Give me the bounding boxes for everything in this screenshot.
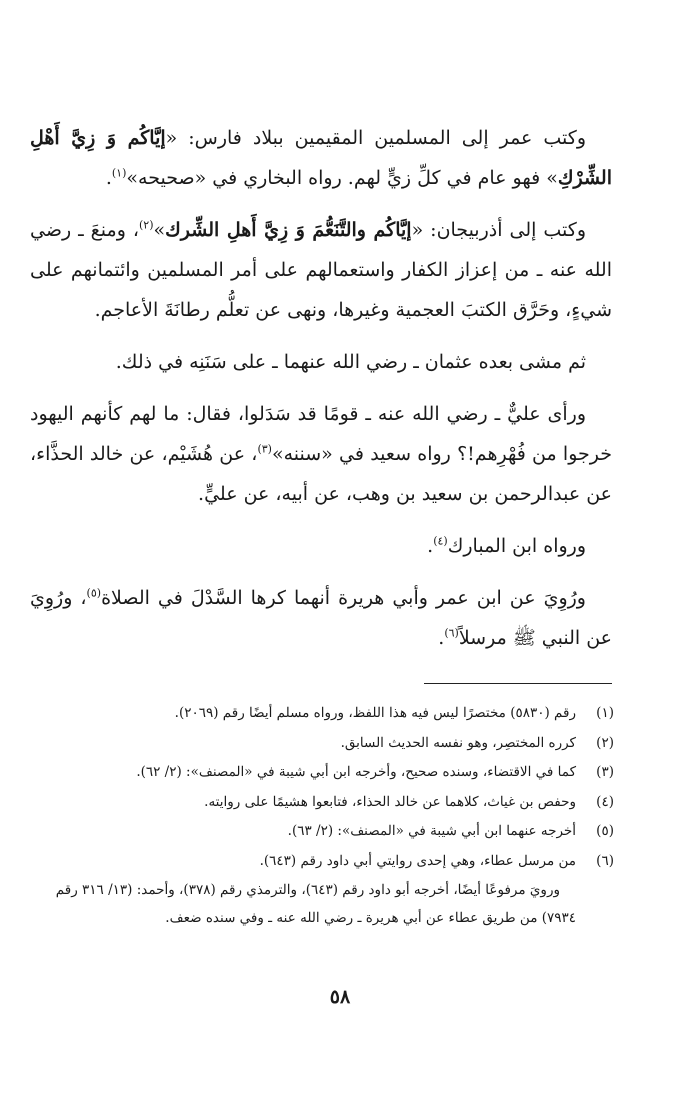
footnote-text: كما في الاقتضاء، وسنده صحيح، وأخرجه ابن أبي شيبة في «المصنف»: (٢/ ٦٢). <box>136 764 576 780</box>
text-run: . <box>105 167 112 189</box>
paragraph <box>30 210 612 330</box>
footnote <box>30 729 614 759</box>
text-run: وكتب عمر إلى المسلمين المقيمين ببلاد فارس: « <box>165 127 586 149</box>
text-run: . <box>427 535 434 557</box>
text-run: » فهو عام في كلِّ زيٍّ لهم. رواه البخاري في «صحيحه» <box>126 167 558 189</box>
footnote-number: (٣) <box>596 764 614 780</box>
paragraph <box>30 394 612 514</box>
footnote-number: (١) <box>596 705 614 721</box>
footnote-number: (٢) <box>596 734 614 751</box>
quoted-text: إيَّاكُم والتَّنَعُّمَ وَ زِيَّ أَهلِ الشِّرك <box>165 219 412 241</box>
text-run: ، ومنعَ ـ رضي الله عنه ـ من إعزاز الكفار واستعمالهم على أمر المسلمين وائتمانهم على شيءٍ، وحَرَّق الكتبَ العجمية وغيرها، ونهى عن تعلُّم رطانَةَ الأعاجم. <box>30 219 612 321</box>
footnote-ref: (٢) <box>139 218 154 232</box>
footnote-number: (٤) <box>596 793 614 810</box>
footnote-ref: (٦) <box>444 626 459 640</box>
main-text <box>30 118 612 670</box>
text-run: » <box>153 219 166 241</box>
footnote-text: كرره المختصِر، وهو نفسه الحديث السابق. <box>340 734 576 751</box>
footnote-ref: (٤) <box>433 534 448 548</box>
quoted-text: إيَّاكُم وَ زِيَّ أَهْلِ الشِّرْكِ <box>30 127 612 189</box>
text-run: . <box>438 627 445 649</box>
footnote <box>30 817 614 847</box>
footnote-ref: (٥) <box>86 586 102 600</box>
footnote-number: (٦) <box>596 852 614 869</box>
footnote-separator <box>424 683 612 684</box>
footnote-text: أخرجه عنهما ابن أبي شيبة في «المصنف»: (٢/ ٦٣). <box>287 823 576 839</box>
text-run: ورأى عليٌّ ـ رضي الله عنه ـ قومًا قد سَدَلوا، فقال: ما لهم كأنهم اليهود خرجوا من فُهْرِهم!؟ رواه سعيد في «سننه» <box>30 403 613 465</box>
paragraph <box>30 118 612 198</box>
footnote <box>30 847 614 877</box>
text-run: ، عن هُشَيْم، عن خالد الحذَّاء، عن عبدالرحمن بن سعيد بن وهب، عن أبيه، عن عليٍّ. <box>30 443 612 505</box>
footnote-number: (٥) <box>596 823 614 839</box>
footnote-continuation: ورويَ مرفوعًا أيضًا، أخرجه أبو داود رقم (٦٤٣)، والترمذي رقم (٣٧٨)، وأحمد: (١٣/ ٣١٦ رقم ٧٩٣٤) من طريق عطاء عن أبي هريرة ـ رضي الله عنه ـ وفي سنده ضعف. <box>55 882 576 926</box>
text-run: وكتب إلى أذربيجان: « <box>411 219 586 241</box>
footnote-text: من مرسل عطاء، وهي إحدى روايتي أبي داود رقم (٦٤٣). <box>259 852 576 869</box>
paragraph <box>30 578 612 658</box>
text-run: ثم مشى بعده عثمان ـ رضي الله عنهما ـ على سَنَنِه في ذلك. <box>115 351 586 373</box>
page-number: ٥٨ <box>329 986 351 1008</box>
paragraph <box>30 342 612 382</box>
footnote <box>30 699 614 729</box>
footnote <box>30 758 614 788</box>
footnote-ref: (١) <box>111 166 127 180</box>
footnotes <box>30 699 614 932</box>
text-run: ، ورُوِيَ عن النبي ﷺ مرسلاً <box>30 587 612 649</box>
footnote-text: وحفص بن غياث، كلاهما عن خالد الحذاء، فتابعوا هشيمًا على روايته. <box>204 793 576 810</box>
footnote-ref: (٣) <box>257 442 272 456</box>
text-run: ورواه ابن المبارك <box>447 535 586 557</box>
paragraph <box>30 526 612 566</box>
footnote <box>30 788 614 818</box>
text-run: ورُوِيَ عن ابن عمر وأبي هريرة أنهما كرها السَّدْلَ في الصلاة <box>101 587 586 609</box>
footnote-text: رقم (٥٨٣٠) مختصرًا ليس فيه هذا اللفظ، ورواه مسلم أيضًا رقم (٢٠٦٩). <box>174 705 576 721</box>
